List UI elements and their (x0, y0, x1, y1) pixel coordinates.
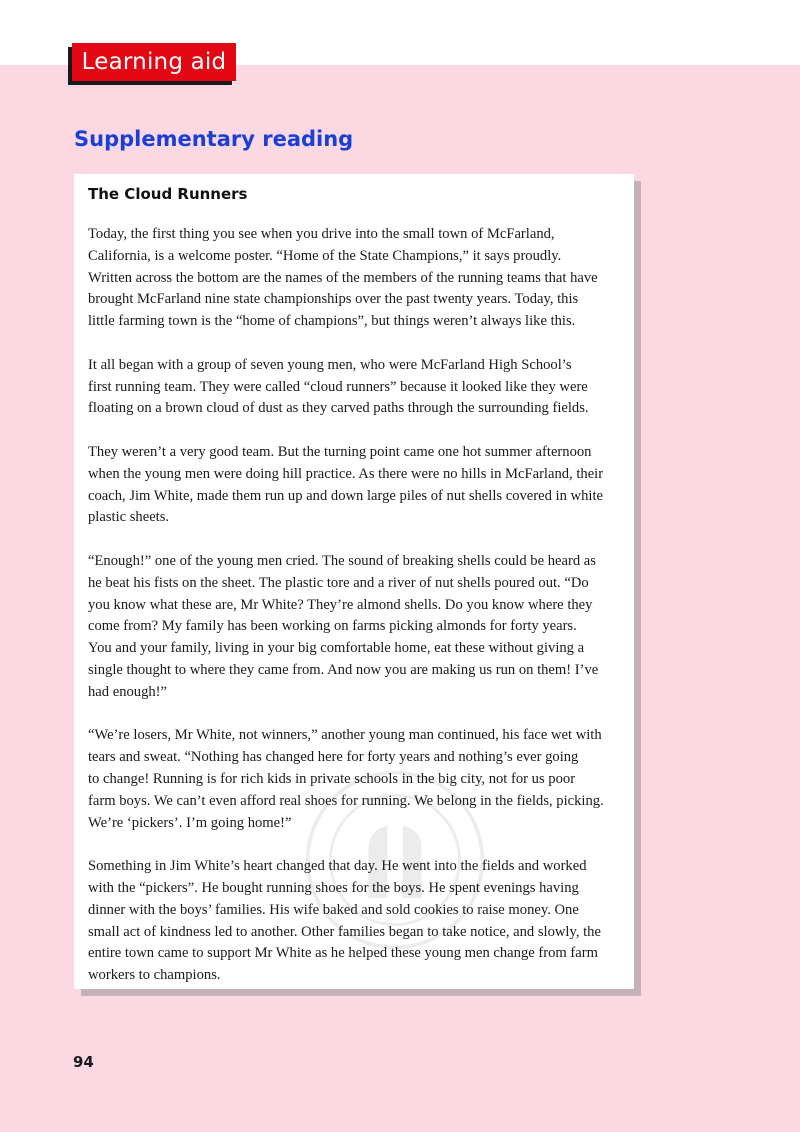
story-title: The Cloud Runners (88, 185, 248, 203)
story-paragraph: “Enough!” one of the young men cried. The sound of breaking shells could be heard as he beat his fists on the sheet. The plastic tore and a river of nut shells poured out. “Do you know what these are, Mr White? They’re almond shells. Do you know where they come from? My family has been working on farms picking almonds for forty years. You and your family, living in your big comfortable home, eat these without giving a single thought to where they came from. And now you are making us run on them! I’ve had enough!” (88, 552, 599, 700)
story-paragraph: It all began with a group of seven young men, who were McFarland High School’s first running team. They were called “cloud runners” because it looked like they were floating on a brown cloud of dust as they carved paths through the surrounding fields. (88, 356, 589, 417)
story-paragraph: Something in Jim White’s heart changed that day. He went into the fields and worked with the “pickers”. He bought running shoes for the boys. He spent evenings having dinner with the boys’ families. His wife baked and sold cookies to raise money. One small act of kindness led to another. Other families began to take notice, and slowly, the entire town came to support Mr White as he helped these young men change from farm workers to champions. (88, 858, 601, 984)
section-heading: Supplementary reading (74, 127, 354, 151)
story-paragraph: “We’re losers, Mr White, not winners,” another young man continued, his face wet with tears and sweat. “Nothing has changed here for forty years and nothing’s ever going to change! Running is for rich kids in private schools in the big city, not for us poor farm boys. We can’t even afford real shoes for running. We belong in the fields, picking. We’re ‘pickers’. I’m going home!” (88, 727, 604, 831)
learning-aid-tag: Learning aid (72, 43, 236, 81)
story-paragraph: Today, the first thing you see when you drive into the small town of McFarland, California, is a welcome poster. “Home of the State Champions,” it says proudly. Written across the bottom are the names of the members of the running teams that have brought McFarland nine state championships over the past twenty years. Today, this little farming town is the “home of champions”, but things weren’t always like this. (88, 226, 598, 330)
story-paragraph: They weren’t a very good team. But the turning point came one hot summer afternoon when the young men were doing hill practice. As there were no hills in McFarland, their coach, Jim White, made them run up and down large piles of nut shells covered in white plastic sheets. (88, 443, 604, 526)
reading-card (74, 174, 634, 989)
story-body (88, 224, 618, 1009)
page-number: 94 (73, 1053, 94, 1071)
